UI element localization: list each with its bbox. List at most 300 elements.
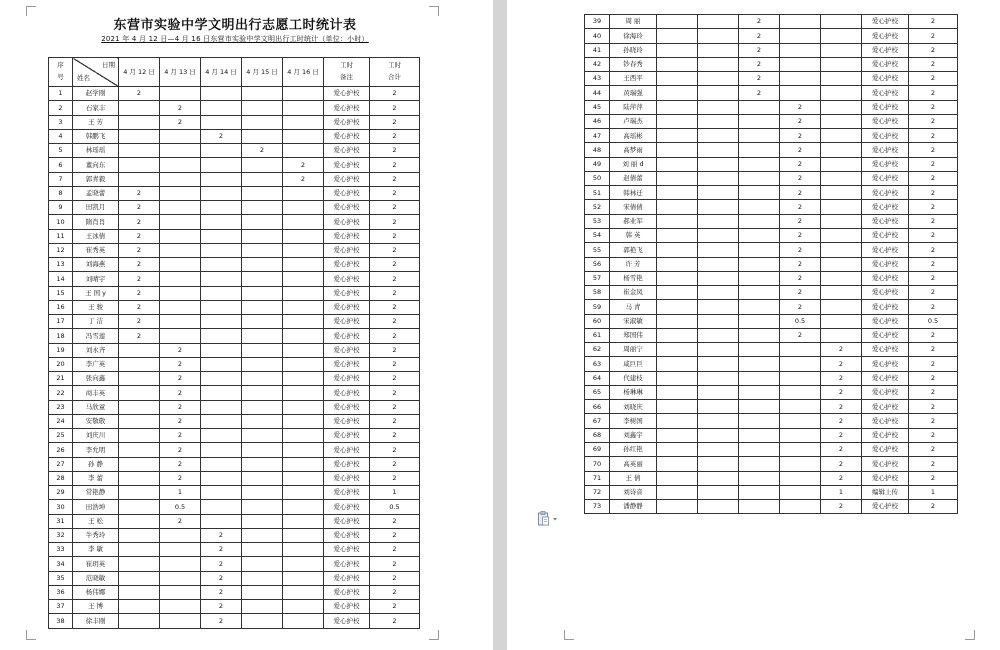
table-row: [585, 171, 958, 185]
hours-cell: [780, 72, 821, 86]
volunteer-name-cell: 田浩坤: [73, 500, 119, 514]
hours-cell: 2: [780, 200, 821, 214]
remark-cell: 爱心护校: [862, 328, 909, 342]
row-number-cell: 38: [49, 614, 73, 628]
hours-cell: [201, 343, 242, 357]
row-number-cell: 5: [49, 144, 73, 158]
volunteer-name-cell: 许 芳: [610, 257, 657, 271]
header-name-label: 姓名: [77, 73, 90, 82]
hours-cell: 2: [780, 171, 821, 185]
volunteer-name-cell: 赵学刚: [73, 87, 119, 101]
hours-cell: 2: [780, 300, 821, 314]
table-row: [49, 172, 420, 186]
hours-cell: 1: [821, 485, 862, 499]
document-title: 东营市实验中学文明出行志愿工时统计表: [113, 18, 357, 33]
remark-cell: 爱心护校: [324, 286, 370, 300]
hours-cell: 2: [160, 514, 201, 528]
table-row: [49, 386, 420, 400]
total-hours-cell: 2: [909, 114, 958, 128]
table-row: [585, 485, 958, 499]
hours-cell: [242, 414, 283, 428]
row-number-cell: 30: [49, 500, 73, 514]
table-row: [585, 400, 958, 414]
crop-mark: [26, 6, 36, 16]
hours-cell: 2: [160, 357, 201, 371]
hours-cell: [119, 486, 160, 500]
total-hours-cell: 2: [909, 442, 958, 456]
header-seq-line: 号: [57, 73, 64, 81]
hours-cell: [242, 543, 283, 557]
table-row: [585, 114, 958, 128]
hours-cell: [242, 557, 283, 571]
volunteer-name-cell: 郝业军: [610, 214, 657, 228]
hours-cell: 2: [821, 357, 862, 371]
hours-cell: 2: [780, 271, 821, 285]
volunteer-name-cell: 王 芳: [73, 115, 119, 129]
hours-cell: [201, 229, 242, 243]
row-number-cell: 33: [49, 543, 73, 557]
remark-cell: 爱心护校: [324, 471, 370, 485]
volunteer-name-cell: 石家丰: [73, 101, 119, 115]
table-row: [49, 471, 420, 485]
hours-cell: [698, 114, 739, 128]
volunteer-name-cell: 赵倩蕾: [610, 171, 657, 185]
total-hours-cell: 2: [370, 272, 420, 286]
hours-cell: 2: [119, 215, 160, 229]
row-number-cell: 50: [585, 171, 610, 185]
hours-cell: 2: [780, 186, 821, 200]
hours-cell: [242, 286, 283, 300]
hours-cell: [119, 457, 160, 471]
table-row: [585, 357, 958, 371]
hours-cell: [283, 457, 324, 471]
table-row: [585, 442, 958, 456]
hours-table-continued: [584, 14, 958, 514]
hours-cell: 2: [780, 286, 821, 300]
remark-cell: 爱心护校: [862, 72, 909, 86]
volunteer-name-cell: 范晓敏: [73, 571, 119, 585]
hours-cell: [160, 215, 201, 229]
hours-cell: 2: [739, 15, 780, 29]
volunteer-name-cell: 林瑶瑶: [73, 144, 119, 158]
row-number-cell: 43: [585, 72, 610, 86]
table-row: [585, 286, 958, 300]
hours-cell: [657, 257, 698, 271]
volunteer-name-cell: 丁 洁: [73, 315, 119, 329]
row-number-cell: 14: [49, 272, 73, 286]
volunteer-name-cell: 杨伟娜: [73, 585, 119, 599]
hours-cell: [821, 314, 862, 328]
hours-cell: [780, 471, 821, 485]
hours-cell: [821, 228, 862, 242]
remark-cell: 爱心护校: [324, 343, 370, 357]
hours-cell: [657, 143, 698, 157]
hours-cell: [821, 15, 862, 29]
hours-cell: [698, 471, 739, 485]
hours-cell: [201, 286, 242, 300]
remark-cell: 爱心护校: [324, 400, 370, 414]
hours-cell: [698, 442, 739, 456]
table-row: [585, 143, 958, 157]
volunteer-name-cell: 刘鑫宇: [610, 428, 657, 442]
hours-cell: [283, 272, 324, 286]
table-row: [49, 486, 420, 500]
hours-cell: [160, 543, 201, 557]
hours-cell: 2: [119, 300, 160, 314]
hours-cell: [657, 471, 698, 485]
volunteer-name-cell: 韩林迁: [610, 186, 657, 200]
table-row: [49, 571, 420, 585]
hours-cell: [160, 585, 201, 599]
remark-cell: 爱心护校: [862, 43, 909, 57]
volunteer-name-cell: 郭艳飞: [610, 243, 657, 257]
table-row: [49, 329, 420, 343]
hours-cell: [160, 258, 201, 272]
total-hours-cell: 2: [909, 43, 958, 57]
remark-cell: 爱心护校: [324, 101, 370, 115]
hours-cell: [821, 243, 862, 257]
hours-cell: 2: [160, 400, 201, 414]
hours-cell: [657, 86, 698, 100]
total-hours-cell: 2: [909, 86, 958, 100]
total-hours-cell: 0.5: [909, 314, 958, 328]
volunteer-name-cell: 王 国 y: [73, 286, 119, 300]
table-row: [585, 100, 958, 114]
row-number-cell: 45: [585, 100, 610, 114]
volunteer-name-cell: 王冰倩: [73, 229, 119, 243]
hours-cell: [821, 257, 862, 271]
hours-table: [48, 57, 420, 629]
hours-cell: [242, 243, 283, 257]
remark-cell: 爱心护校: [324, 272, 370, 286]
hours-cell: [160, 329, 201, 343]
hours-cell: 2: [160, 429, 201, 443]
row-number-cell: 49: [585, 157, 610, 171]
hours-cell: [283, 429, 324, 443]
header-remark-line: 工时: [340, 61, 353, 70]
total-hours-cell: 2: [370, 258, 420, 272]
volunteer-name-cell: 孙晓玲: [610, 43, 657, 57]
hours-cell: [283, 215, 324, 229]
header-total-line: 合计: [388, 73, 401, 81]
hours-cell: [739, 157, 780, 171]
hours-cell: [119, 500, 160, 514]
crop-mark: [26, 630, 36, 640]
table-row: [585, 15, 958, 29]
total-hours-cell: 2: [909, 328, 958, 342]
row-number-cell: 35: [49, 571, 73, 585]
table-row: [49, 158, 420, 172]
remark-cell: 爱心护校: [862, 286, 909, 300]
volunteer-name-cell: 郭青毅: [73, 172, 119, 186]
row-number-cell: 57: [585, 271, 610, 285]
header-date: 4 月 16 日: [283, 58, 324, 87]
total-hours-cell: 2: [909, 72, 958, 86]
hours-cell: [201, 357, 242, 371]
hours-cell: [119, 443, 160, 457]
hours-cell: [160, 286, 201, 300]
hours-cell: 2: [821, 500, 862, 514]
table-row: [585, 271, 958, 285]
hours-cell: [201, 186, 242, 200]
total-hours-cell: 2: [370, 414, 420, 428]
remark-cell: 爱心护校: [324, 500, 370, 514]
hours-cell: [283, 315, 324, 329]
hours-cell: [242, 172, 283, 186]
total-hours-cell: 1: [909, 485, 958, 499]
hours-cell: [698, 214, 739, 228]
hours-cell: 2: [119, 186, 160, 200]
header-seq-line: 序: [57, 61, 64, 70]
remark-cell: 爱心护校: [862, 400, 909, 414]
hours-cell: [242, 186, 283, 200]
volunteer-name-cell: 牛秀玲: [73, 528, 119, 542]
remark-cell: 爱心护校: [324, 528, 370, 542]
hours-cell: [739, 228, 780, 242]
hours-cell: [698, 385, 739, 399]
hours-cell: [201, 386, 242, 400]
hours-cell: [739, 271, 780, 285]
row-number-cell: 32: [49, 528, 73, 542]
volunteer-name-cell: 钞春秀: [610, 57, 657, 71]
hours-cell: [821, 300, 862, 314]
volunteer-name-cell: 张向鑫: [73, 372, 119, 386]
volunteer-name-cell: 周丽宁: [610, 343, 657, 357]
remark-cell: 编辑上传: [862, 485, 909, 499]
hours-cell: [657, 57, 698, 71]
hours-cell: 2: [780, 328, 821, 342]
hours-cell: [201, 329, 242, 343]
remark-cell: 爱心护校: [862, 214, 909, 228]
hours-cell: [283, 300, 324, 314]
table-body-page-2: [585, 15, 958, 514]
table-row: [585, 328, 958, 342]
volunteer-name-cell: 崔玥英: [73, 557, 119, 571]
hours-cell: [821, 72, 862, 86]
remark-cell: 爱心护校: [324, 129, 370, 143]
hours-cell: [119, 172, 160, 186]
table-row: [585, 371, 958, 385]
volunteer-name-cell: 李 敏: [73, 543, 119, 557]
hours-cell: [698, 257, 739, 271]
hours-cell: [821, 100, 862, 114]
hours-cell: [119, 571, 160, 585]
table-row: [49, 357, 420, 371]
hours-cell: 2: [201, 585, 242, 599]
hours-cell: [283, 585, 324, 599]
hours-cell: 0.5: [780, 314, 821, 328]
hours-cell: [160, 144, 201, 158]
volunteer-name-cell: 高英丽: [610, 457, 657, 471]
hours-cell: [739, 314, 780, 328]
hours-cell: [160, 315, 201, 329]
table-row: [585, 500, 958, 514]
hours-cell: [201, 144, 242, 158]
remark-cell: 爱心护校: [862, 357, 909, 371]
hours-cell: 2: [780, 129, 821, 143]
volunteer-name-cell: 王 倩: [610, 471, 657, 485]
table-row: [585, 186, 958, 200]
table-row: [49, 87, 420, 101]
hours-cell: [242, 386, 283, 400]
total-hours-cell: 2: [370, 329, 420, 343]
table-body-page-1: [49, 87, 420, 629]
hours-cell: [242, 500, 283, 514]
total-hours-cell: 2: [370, 543, 420, 557]
hours-cell: [201, 158, 242, 172]
table-row: [585, 228, 958, 242]
volunteer-name-cell: 刘晓庆: [610, 400, 657, 414]
hours-cell: [283, 357, 324, 371]
table-row: [585, 129, 958, 143]
volunteer-name-cell: 陆萍萍: [610, 100, 657, 114]
hours-cell: [201, 87, 242, 101]
total-hours-cell: 2: [909, 500, 958, 514]
hours-cell: [698, 157, 739, 171]
total-hours-cell: 2: [370, 243, 420, 257]
hours-cell: 2: [201, 528, 242, 542]
volunteer-name-cell: 徐海玲: [610, 29, 657, 43]
hours-cell: [739, 186, 780, 200]
row-number-cell: 60: [585, 314, 610, 328]
total-hours-cell: 2: [370, 471, 420, 485]
hours-cell: [780, 500, 821, 514]
total-hours-cell: 2: [370, 286, 420, 300]
total-hours-cell: 2: [370, 443, 420, 457]
hours-cell: [698, 100, 739, 114]
row-number-cell: 31: [49, 514, 73, 528]
hours-cell: [283, 186, 324, 200]
hours-cell: 2: [821, 385, 862, 399]
row-number-cell: 6: [49, 158, 73, 172]
total-hours-cell: 2: [909, 157, 958, 171]
hours-cell: [119, 144, 160, 158]
hours-cell: 2: [160, 386, 201, 400]
hours-cell: [739, 385, 780, 399]
hours-cell: [657, 15, 698, 29]
hours-cell: [119, 557, 160, 571]
volunteer-name-cell: 韩 英: [610, 228, 657, 242]
hours-cell: 2: [119, 243, 160, 257]
hours-cell: [201, 514, 242, 528]
hours-cell: [283, 144, 324, 158]
hours-cell: [160, 229, 201, 243]
table-row: [49, 186, 420, 200]
hours-cell: [119, 414, 160, 428]
row-number-cell: 34: [49, 557, 73, 571]
hours-cell: [780, 57, 821, 71]
total-hours-cell: 2: [370, 614, 420, 628]
hours-cell: 2: [739, 29, 780, 43]
hours-cell: [739, 257, 780, 271]
hours-cell: 2: [780, 214, 821, 228]
remark-cell: 爱心护校: [862, 314, 909, 328]
volunteer-name-cell: 黄瑞强: [610, 86, 657, 100]
hours-cell: 2: [242, 144, 283, 158]
hours-cell: [283, 500, 324, 514]
clipboard-paste-icon[interactable]: [537, 511, 559, 527]
hours-cell: 2: [201, 600, 242, 614]
total-hours-cell: 2: [909, 457, 958, 471]
hours-cell: [283, 600, 324, 614]
hours-cell: 2: [739, 72, 780, 86]
table-row: [585, 428, 958, 442]
header-date-label: 日期: [102, 61, 115, 69]
table-row: [585, 157, 958, 171]
remark-cell: 爱心护校: [862, 414, 909, 428]
hours-cell: [201, 500, 242, 514]
row-number-cell: 18: [49, 329, 73, 343]
hours-cell: 2: [780, 157, 821, 171]
hours-cell: [698, 72, 739, 86]
hours-cell: [283, 557, 324, 571]
hours-cell: [739, 328, 780, 342]
hours-cell: [119, 357, 160, 371]
hours-cell: [657, 485, 698, 499]
remark-cell: 爱心护校: [324, 300, 370, 314]
hours-cell: [698, 286, 739, 300]
total-hours-cell: 2: [370, 101, 420, 115]
hours-cell: 2: [201, 557, 242, 571]
remark-cell: 爱心护校: [324, 315, 370, 329]
hours-cell: [119, 400, 160, 414]
table-row: [49, 129, 420, 143]
hours-cell: [160, 614, 201, 628]
row-number-cell: 40: [585, 29, 610, 43]
hours-cell: 2: [201, 614, 242, 628]
hours-cell: [657, 29, 698, 43]
hours-cell: [283, 129, 324, 143]
hours-cell: [201, 486, 242, 500]
hours-cell: [821, 86, 862, 100]
hours-cell: [160, 129, 201, 143]
remark-cell: 爱心护校: [324, 229, 370, 243]
total-hours-cell: 2: [370, 571, 420, 585]
hours-cell: [739, 500, 780, 514]
hours-cell: [698, 428, 739, 442]
row-number-cell: 16: [49, 300, 73, 314]
hours-cell: [698, 271, 739, 285]
row-number-cell: 36: [49, 585, 73, 599]
hours-cell: [821, 157, 862, 171]
hours-cell: [698, 15, 739, 29]
hours-cell: 2: [739, 43, 780, 57]
row-number-cell: 4: [49, 129, 73, 143]
volunteer-name-cell: 李 蕾: [73, 471, 119, 485]
hours-cell: [657, 271, 698, 285]
total-hours-cell: 2: [370, 557, 420, 571]
table-row: [49, 258, 420, 272]
hours-cell: [657, 129, 698, 143]
table-row: [49, 557, 420, 571]
row-number-cell: 1: [49, 87, 73, 101]
hours-cell: 2: [201, 129, 242, 143]
hours-cell: [283, 543, 324, 557]
row-number-cell: 8: [49, 186, 73, 200]
row-number-cell: 42: [585, 57, 610, 71]
hours-cell: [698, 29, 739, 43]
hours-cell: [201, 400, 242, 414]
total-hours-cell: 2: [909, 271, 958, 285]
hours-cell: 2: [739, 86, 780, 100]
hours-cell: [242, 272, 283, 286]
hours-cell: [739, 200, 780, 214]
remark-cell: 爱心护校: [324, 414, 370, 428]
hours-cell: [698, 143, 739, 157]
hours-cell: [201, 372, 242, 386]
hours-cell: 2: [119, 229, 160, 243]
volunteer-name-cell: 郑国伟: [610, 328, 657, 342]
